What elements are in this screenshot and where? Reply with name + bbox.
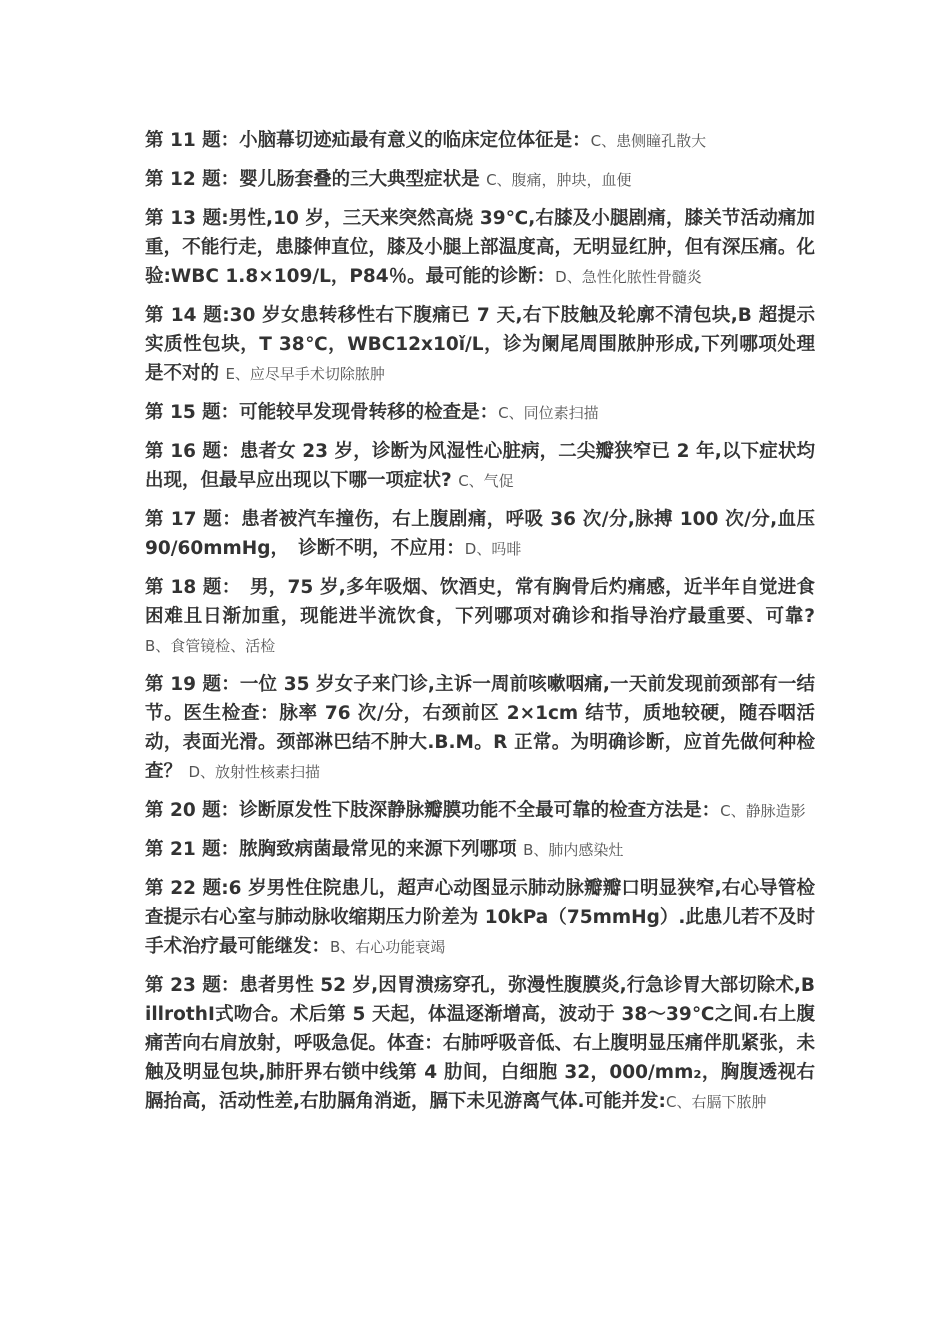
question-text: 第 12 题：婴儿肠套叠的三大典型症状是 bbox=[145, 169, 487, 190]
question-answer: C、同位素扫描 bbox=[498, 404, 599, 422]
question-18 bbox=[145, 573, 815, 661]
question-11 bbox=[145, 126, 815, 156]
question-text: 第 11 题：小脑幕切迹疝最有意义的临床定位体征是： bbox=[145, 130, 591, 151]
question-answer: B、食管镜检、活检 bbox=[145, 637, 276, 655]
question-answer: D、放射性核素扫描 bbox=[188, 763, 321, 781]
question-13 bbox=[145, 204, 815, 292]
question-12 bbox=[145, 165, 815, 195]
question-answer: C、气促 bbox=[458, 472, 514, 490]
question-answer: C、静脉造影 bbox=[720, 802, 806, 820]
question-text: 第 15 题：可能较早发现骨转移的检查是： bbox=[145, 402, 499, 423]
question-17 bbox=[145, 505, 815, 564]
question-answer: C、患侧瞳孔散大 bbox=[590, 132, 707, 150]
question-23 bbox=[145, 971, 815, 1117]
question-answer: C、右膈下脓肿 bbox=[665, 1093, 767, 1111]
question-text: 第 21 题：脓胸致病菌最常见的来源下列哪项 bbox=[145, 839, 524, 860]
question-answer: D、急性化脓性骨髓炎 bbox=[555, 268, 702, 286]
question-14 bbox=[145, 301, 815, 389]
question-text: 第 22 题:6 岁男性住院患儿，超声心动图显示肺动脉瓣瓣口明显狭窄,右心导管检查提示右心室与肺动脉收缩期压力阶差为 10kPa（75mmHg）.此患儿若不及时手术治疗最可能继发： bbox=[145, 878, 815, 957]
question-text: 第 17 题：患者被汽车撞伤，右上腹剧痛，呼吸 36 次/分,脉搏 100 次/分,血压 90/60mmHg， 诊断不明，不应用： bbox=[145, 509, 815, 559]
question-text: 第 14 题:30 岁女患转移性右下腹痛已 7 天,右下肢触及轮廓不清包块,B 超提示实质性包块，T 38℃，WBC12x10ǐ/L，诊为阑尾周围脓肿形成,下列哪项处理是不对的 bbox=[145, 305, 815, 384]
question-text: 第 13 题:男性,10 岁，三天来突然高烧 39℃,右膝及小腿剧痛，膝关节活动痛加重，不能行走，患膝伸直位，膝及小腿上部温度高，无明显红肿，但有深压痛。化验:WBC 1.8×109/L，P84％。最可能的诊断： bbox=[145, 208, 815, 287]
document-page bbox=[145, 126, 815, 1126]
question-text: 第 18 题： 男，75 岁,多年吸烟、饮酒史，常有胸骨后灼痛感，近半年自觉进食困难且日渐加重，现能进半流饮食，下列哪项对确诊和指导治疗最重要、可靠? bbox=[145, 577, 815, 627]
question-answer: E、应尽早手术切除脓肿 bbox=[225, 365, 385, 383]
question-20 bbox=[145, 796, 815, 826]
question-text: 第 16 题：患者女 23 岁，诊断为风湿性心脏病，二尖瓣狭窄已 2 年,以下症状均出现，但最早应出现以下哪一项症状? bbox=[145, 441, 815, 491]
question-22 bbox=[145, 874, 815, 962]
question-text: 第 23 题：患者男性 52 岁,因胃溃疡穿孔，弥漫性腹膜炎,行急诊胃大部切除术,BillrothⅠ式吻合。术后第 5 天起，体温逐渐增高，波动于 38～39℃之间.右上腹痛苦向右肩放射，呼吸急促。体查：右肺呼吸音低、右上腹明显压痛伴肌紧张，未触及明显包块,肺肝界右锁中线第 4 肋间，白细胞 32，000/mm₂，胸腹透视右膈抬高，活动性差,右肋膈角消逝，膈下未见游离气体.可能并发: bbox=[145, 975, 815, 1112]
question-19 bbox=[145, 670, 815, 787]
question-16 bbox=[145, 437, 815, 496]
question-text: 第 20 题：诊断原发性下肢深静脉瓣膜功能不全最可靠的检查方法是： bbox=[145, 800, 721, 821]
question-text: 第 19 题：一位 35 岁女子来门诊,主诉一周前咳嗽咽痛,一天前发现前颈部有一结节。医生检查：脉率 76 次/分，右颈前区 2×1cm 结节，质地较硬，随吞咽活动，表面光滑。颈部淋巴结不肿大.B.M。R 正常。为明确诊断，应首先做何种检查？ bbox=[145, 674, 815, 782]
question-15 bbox=[145, 398, 815, 428]
question-answer: B、右心功能衰竭 bbox=[330, 938, 446, 956]
question-answer: D、吗啡 bbox=[464, 540, 522, 558]
question-answer: C、腹痛，肿块，血便 bbox=[486, 171, 632, 189]
question-answer: B、肺内感染灶 bbox=[523, 841, 624, 859]
question-21 bbox=[145, 835, 815, 865]
